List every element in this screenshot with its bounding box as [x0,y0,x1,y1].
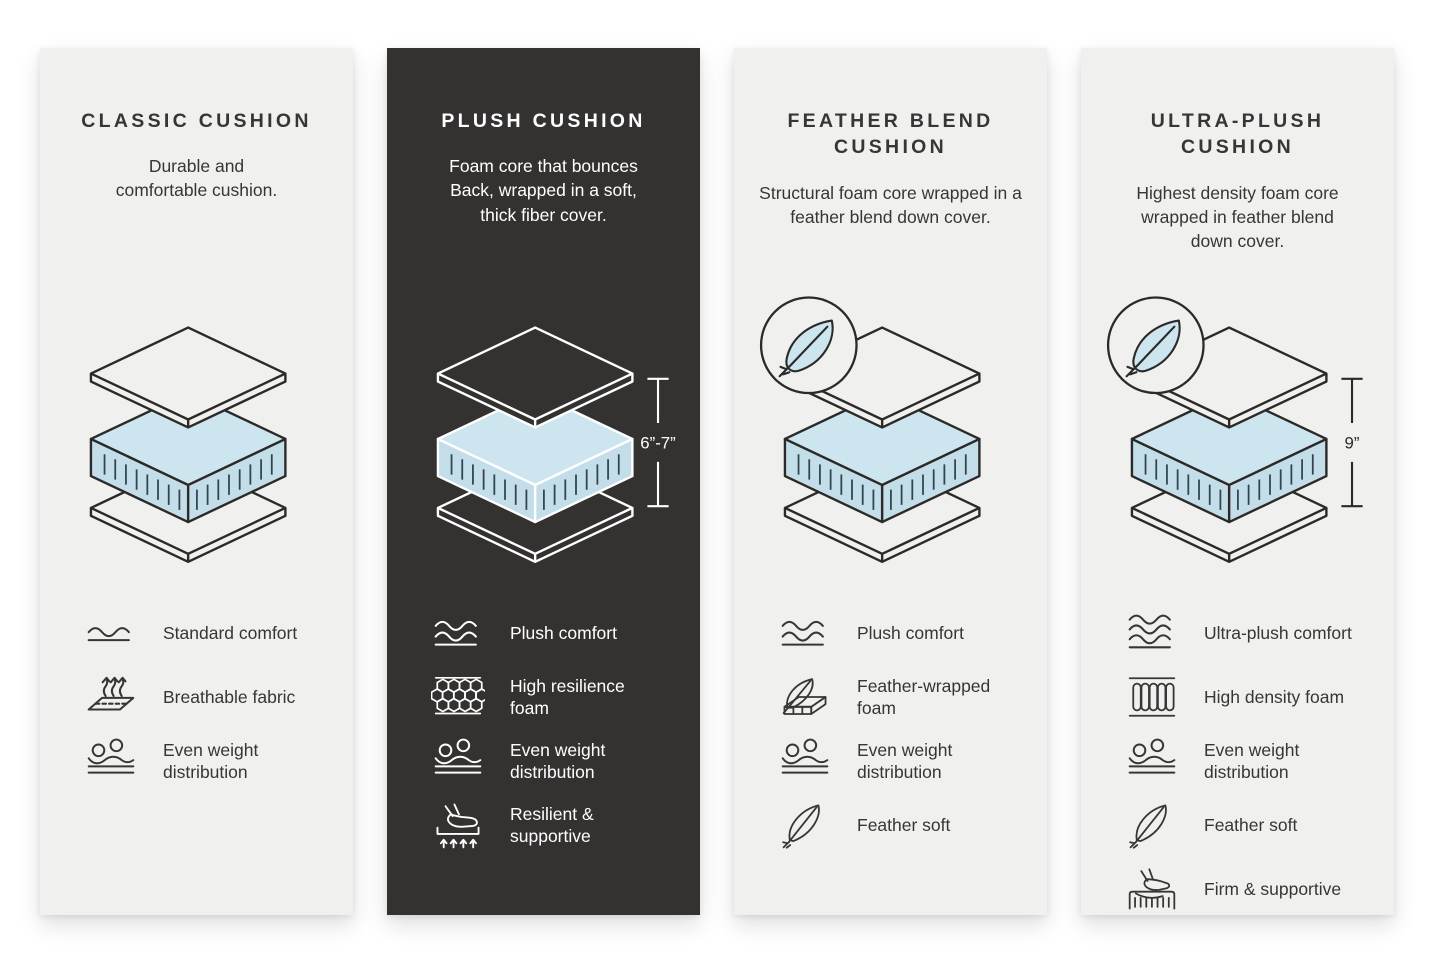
panel-header [1081,48,1394,294]
panel-title: PLUSH CUSHION [441,110,646,132]
feather-wrapped-foam-icon [778,672,832,722]
panel-title: CLASSIC CUSHION [81,110,312,132]
feature-label: High resilience foam [510,675,625,718]
feature-label: Feather soft [857,814,951,835]
wave-single-icon [84,608,138,658]
wave-triple-icon [1125,608,1179,658]
feather-icon [778,800,832,850]
resilient-supportive-icon [431,800,485,850]
panel-title: FEATHER BLEND CUSHION [787,110,994,159]
panel-header [40,48,353,294]
cushion-diagram [1081,294,1394,590]
cushion-layers-illustration [754,294,1028,568]
feature-list [734,590,1047,850]
panel-description: Highest density foam core wrapped in feather blend down cover. [1136,182,1339,251]
cushion-layers-illustration [407,294,681,568]
breathable-fabric-icon [84,672,138,722]
feature-label: Firm & supportive [1204,878,1342,899]
panel-description: Foam core that bounces Back, wrapped in a soft, thick fiber cover. [449,156,638,225]
panel-classic-cushion [40,48,353,915]
panel-feather-blend-cushion [734,48,1047,915]
feature-label: Resilient & supportive [510,803,594,846]
cushion-diagram [40,294,353,590]
feather-badge-icon [761,298,856,393]
feature-label: Ultra-plush comfort [1204,622,1352,643]
panel-title: ULTRA-PLUSH CUSHION [1150,110,1325,159]
feature-list [40,590,353,786]
wave-double-icon [431,608,485,658]
panel-description: Structural foam core wrapped in a feather blend down cover. [759,182,1022,227]
even-weight-icon [84,736,138,786]
high-density-foam-icon [1125,672,1179,722]
feature-list [1081,590,1394,914]
feature-label: Feather-wrapped foam [857,675,991,718]
even-weight-icon [1125,736,1179,786]
feature-item [431,672,690,722]
feature-label: High density foam [1204,686,1345,707]
feature-item [431,736,690,786]
feature-item [1125,672,1384,722]
panel-header [734,48,1047,294]
cushion-diagram [387,294,700,590]
even-weight-icon [431,736,485,786]
feature-item [84,672,343,722]
feature-label: Standard comfort [163,622,298,643]
panel-plush-cushion [387,48,700,915]
feature-item [84,736,343,786]
cushion-diagram [734,294,1047,590]
feature-item [431,800,690,850]
feather-badge-icon [1108,298,1203,393]
feature-list [387,590,700,850]
cushion-layers-illustration [1101,294,1375,568]
wave-double-icon [778,608,832,658]
even-weight-icon [778,736,832,786]
feature-item [778,736,1037,786]
panel-description: Durable and comfortable cushion. [115,156,278,201]
feature-item [1125,736,1384,786]
feature-label: Even weight distribution [857,739,953,782]
feature-item [1125,608,1384,658]
feature-label: Plush comfort [510,622,617,643]
panel-header [387,48,700,294]
cushion-layers-illustration [60,294,334,568]
feature-item [778,800,1037,850]
feature-label: Even weight distribution [1204,739,1300,782]
feature-label: Feather soft [1204,814,1298,835]
feature-item [1125,864,1384,914]
feature-item [1125,800,1384,850]
firm-supportive-icon [1125,864,1179,914]
feather-icon [1125,800,1179,850]
feature-label: Even weight distribution [510,739,606,782]
feature-item [778,672,1037,722]
feature-label: Plush comfort [857,622,964,643]
feature-label: Even weight distribution [163,739,259,782]
feature-item [431,608,690,658]
honeycomb-foam-icon [431,672,485,722]
feature-item [778,608,1037,658]
panel-ultra-plush-cushion [1081,48,1394,915]
dimension-label: 6”-7” [639,433,676,453]
feature-label: Breathable fabric [163,686,296,707]
feature-item [84,608,343,658]
dimension-label: 9” [1344,433,1359,453]
